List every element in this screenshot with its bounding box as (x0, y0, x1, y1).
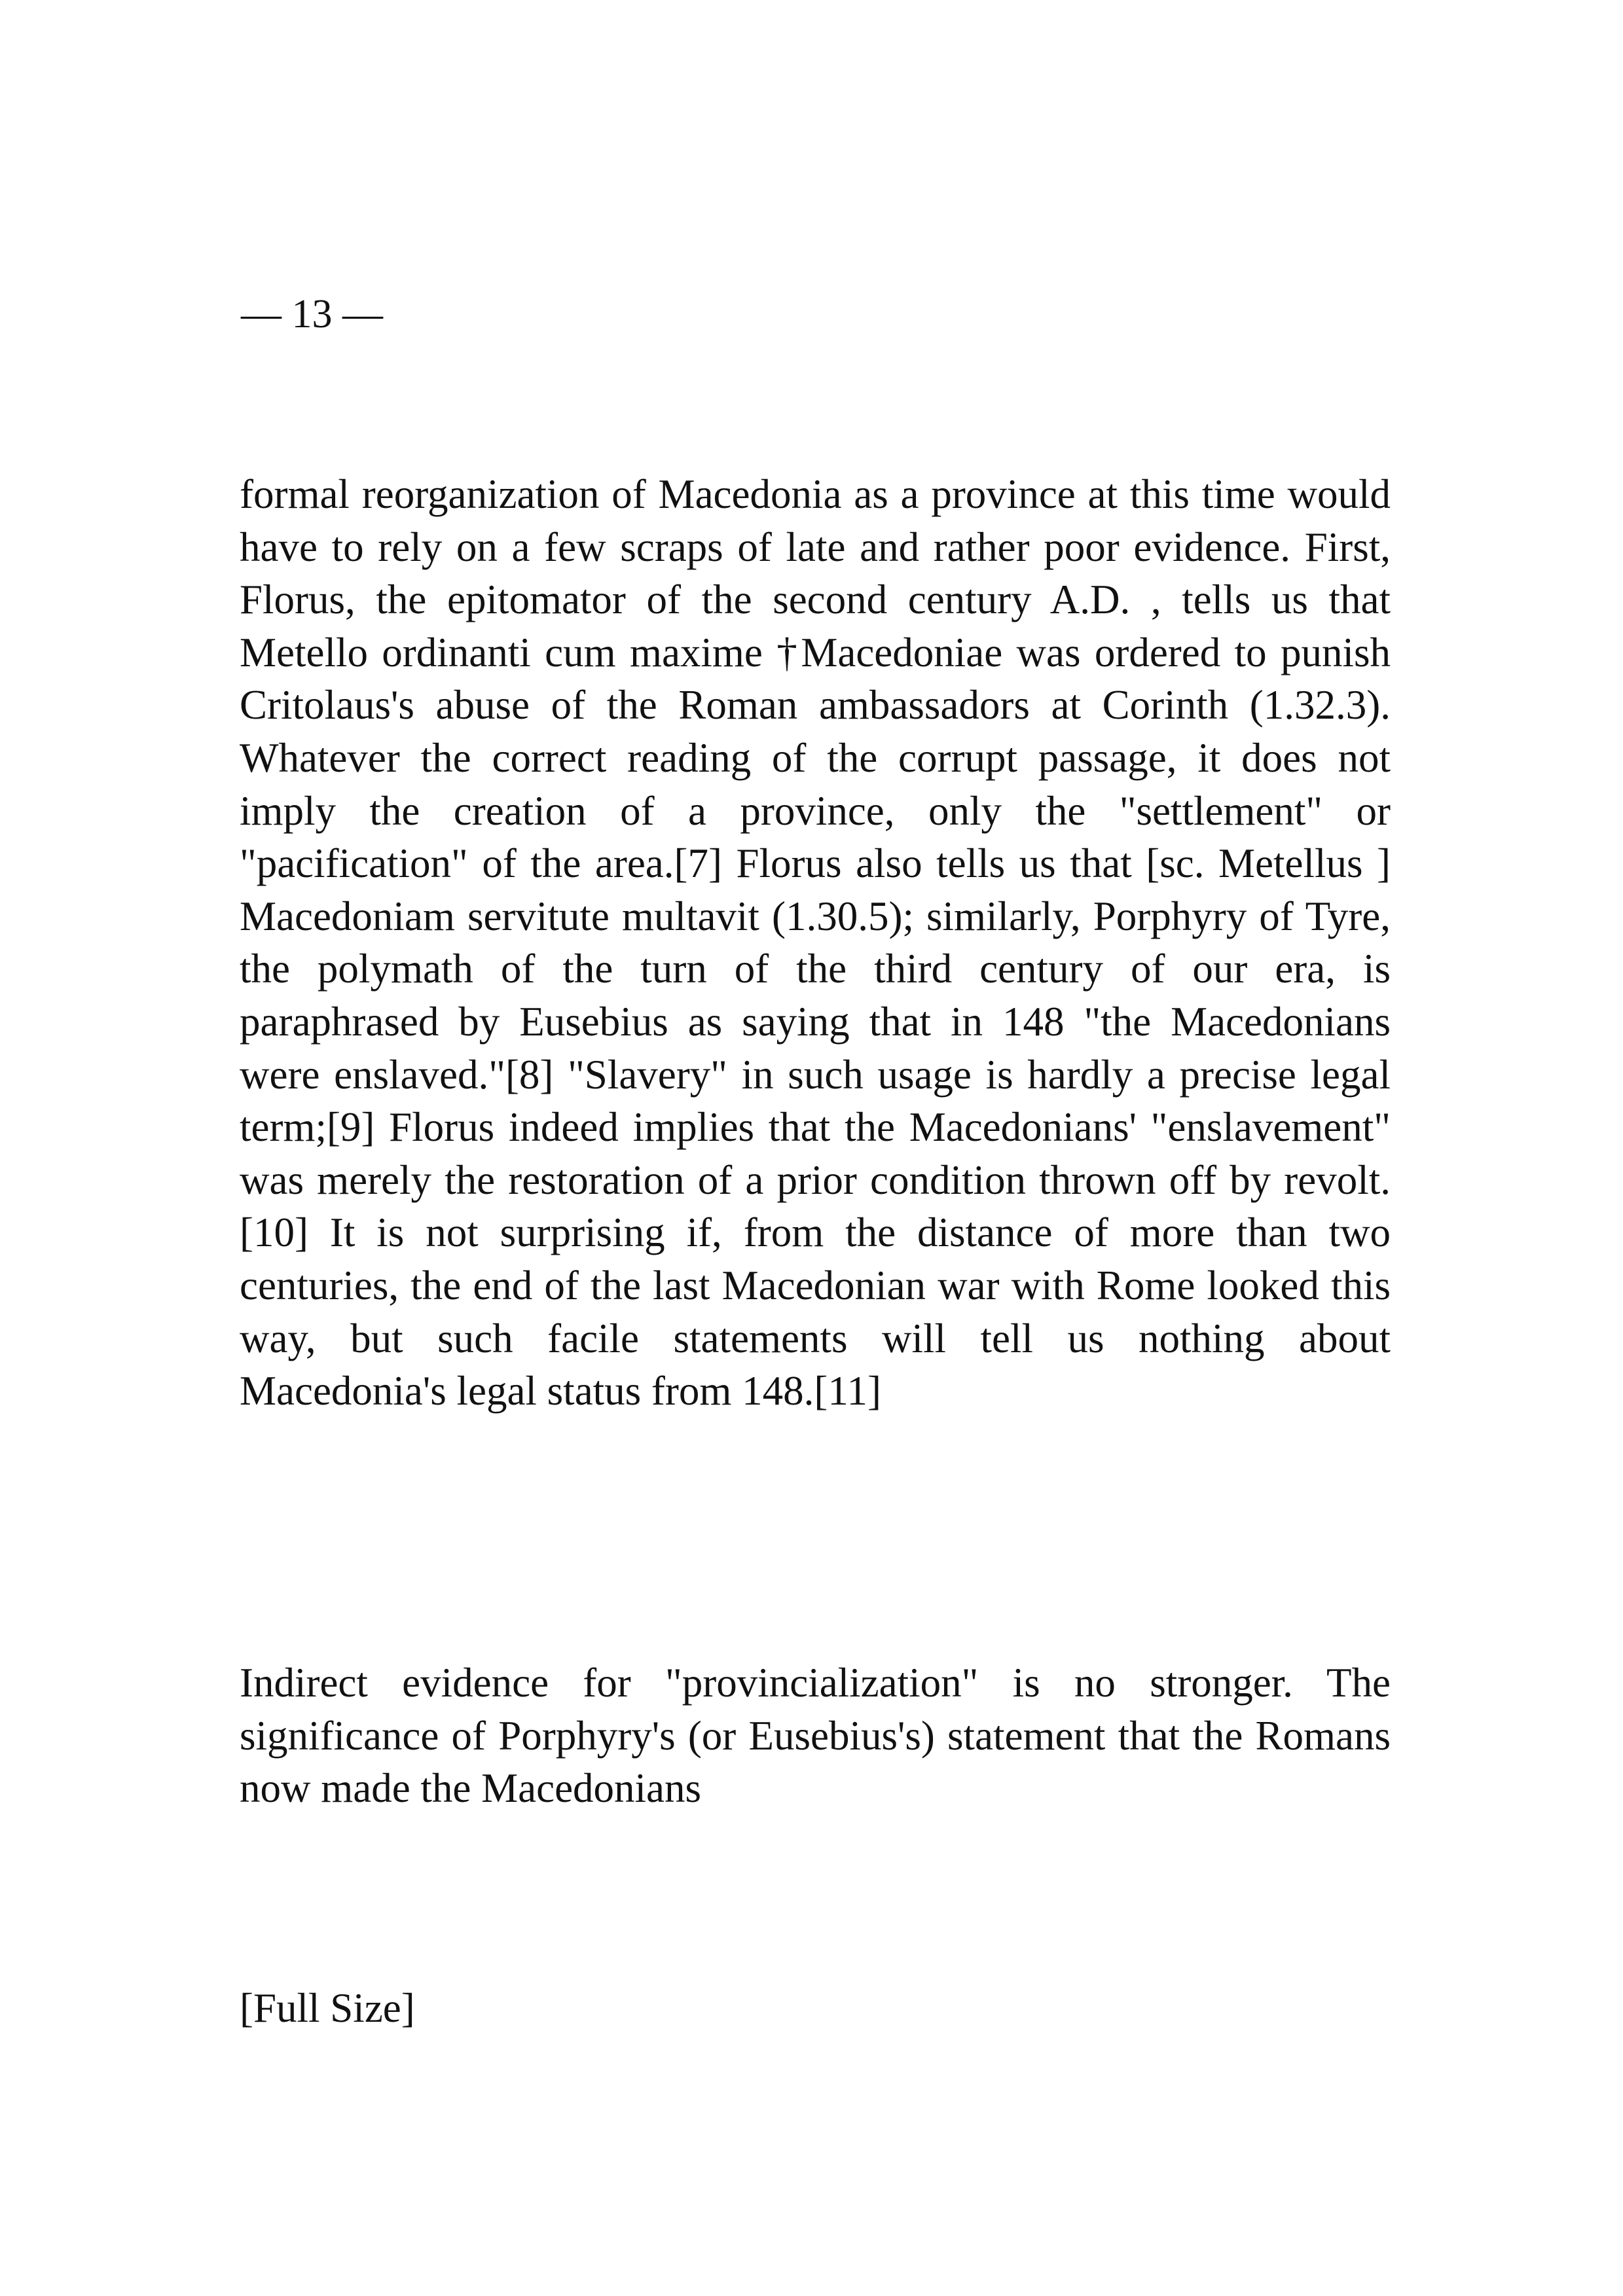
page-number: — 13 — (241, 292, 383, 336)
body-paragraph: Indirect evidence for "provincialization" is no stronger. The significance of Porphyry's (or Eusebius's) statement that the Romans now made the Macedonians (240, 1660, 1391, 1812)
full-size-link[interactable]: [Full Size] (240, 1985, 415, 2031)
body-paragraph: formal reorganization of Macedonia as a province at this time would have to rely on a few scraps of late and rather poor evidence. First, Florus, the epitomator of the second century A.D. , tells us that Metello ordinanti cum maxime †Macedoniae was ordered to punish Critolaus's abuse of the Roman ambassadors at Corinth (1.32.3). Whatever the correct reading of the corrupt passage, it does not imply the creation of a province, only the "settlement" or "pacification" of the area.[7] Florus also tells us that [sc. Metellus ] Macedoniam servitute multavit (1.30.5); similarly, Porphyry of Tyre, the polymath of the turn of the third century of our era, is paraphrased by Eusebius as saying that in 148 "the Macedonians were enslaved."[8] "Slavery" in such usage is hardly a precise legal term;[9] Florus indeed implies that the Macedonians' "enslavement" was merely the restoration of a prior condition thrown off by revolt.[10] It is not surprising if, from the distance of more than two centuries, the end of the last Macedonian war with Rome looked this way, but such facile statements will tell us nothing about Macedonia's legal status from 148.[11] (240, 471, 1391, 1414)
